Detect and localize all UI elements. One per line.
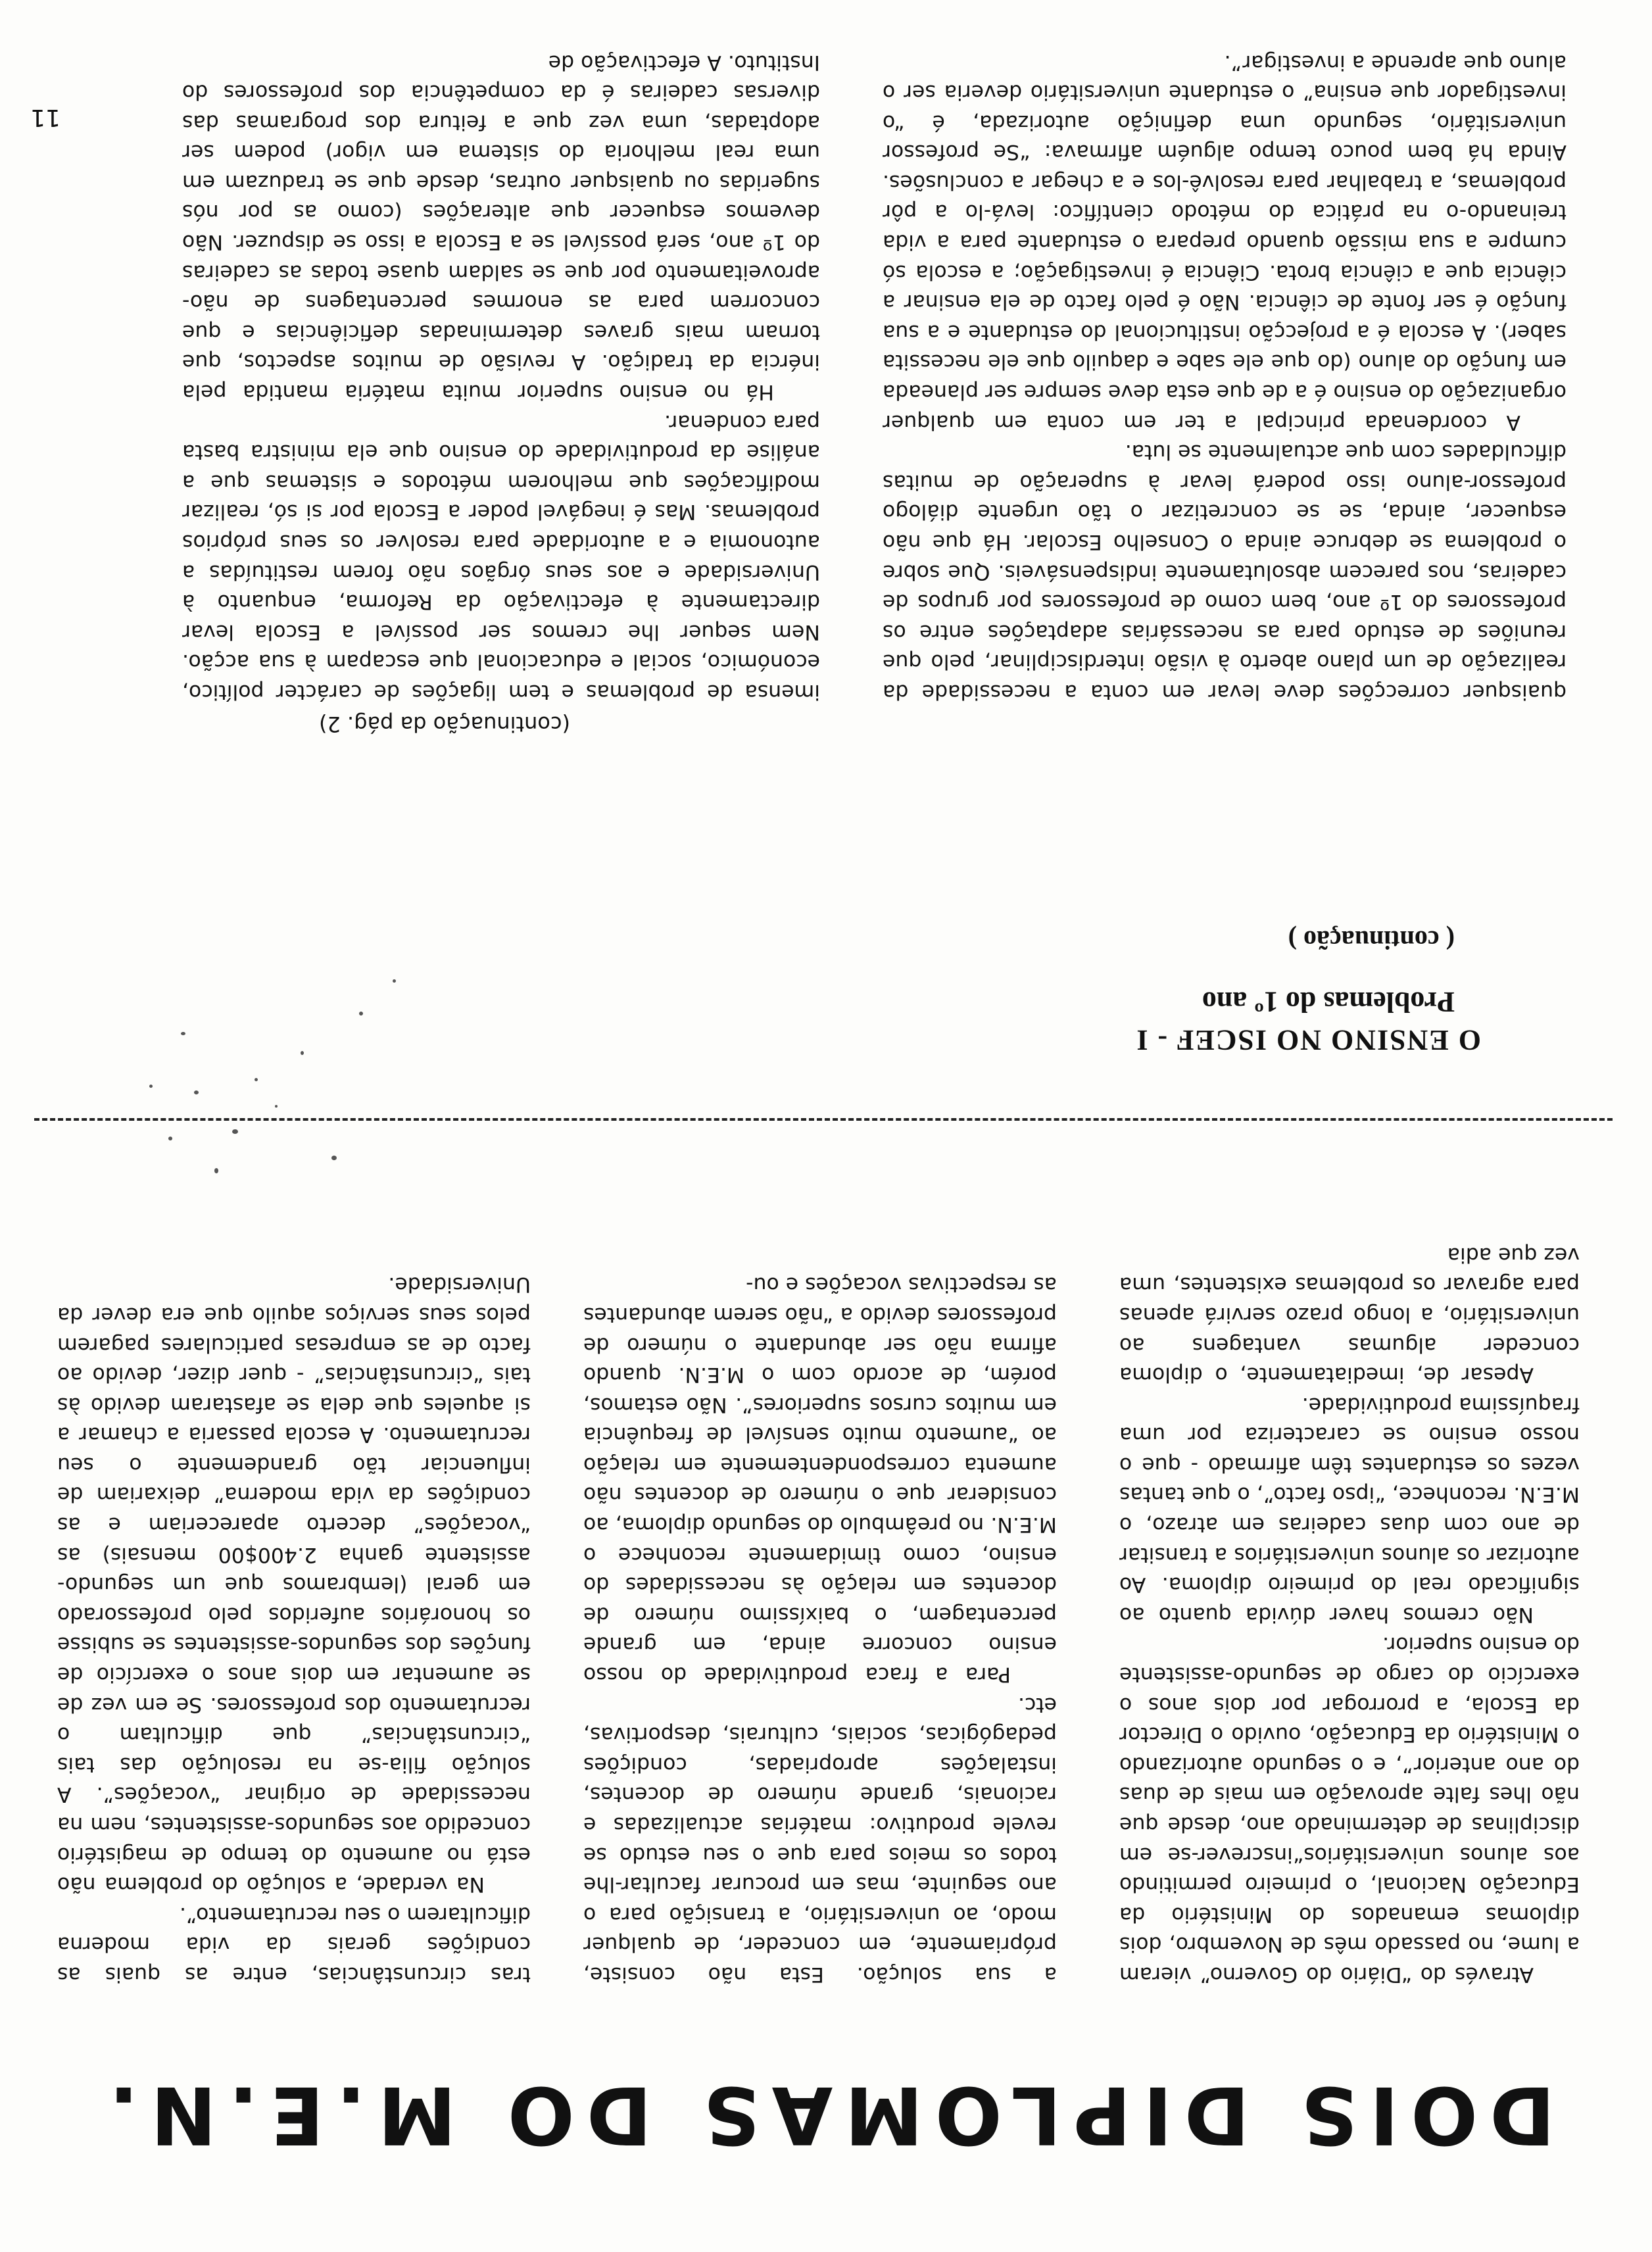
- paragraph: Apesar de, imediatamente, o diploma conceder algumas vantagens ao universitário, a longo prazo servirá apenas para agravar os problemas existentes, uma vez que adia: [1119, 1242, 1580, 1387]
- ink-speck: [168, 1137, 172, 1140]
- ink-speck: [393, 979, 396, 983]
- page-number: 11: [30, 104, 61, 131]
- paragraph: tras circunstâncias, entre as quais as condições gerais da vida moderna dificultarem o seu recrutamento”.: [57, 1902, 531, 1986]
- headline: DOIS DIPLOMAS DO M.E.N.: [97, 2068, 1555, 2160]
- diplomas-column-3: [57, 1269, 531, 1989]
- article-subtitle: Problemas do 1º ano: [1202, 986, 1455, 1018]
- ink-speck: [301, 1051, 304, 1055]
- continuation-label: ( continuação ): [1288, 925, 1455, 955]
- section-divider: [34, 1118, 1613, 1121]
- diplomas-column-1: [1119, 1239, 1580, 1989]
- continued-from-note: (continuação da pág. 2): [318, 712, 570, 737]
- iscef-column-2: [883, 47, 1567, 706]
- paragraph: Há no ensino superior muita matéria mantida pela inércia da tradição. A revisão de muitos aspectos, que tornam mais graves determinadas deficiências e que concorrem para as enormes percentagens de não-aproveitamento por que se saldam quase todas as cadeiras do 1º ano, será possível se a Escola a isso se dispuzer. Não devemos esquecer que alterações (como as por nós sugeridas ou quaisquer outras, desde que se traduzam em uma real melhoria do sistema em vigor) podem ser adoptadas, uma vez que a feitura dos programas das diversas cadeiras é da competência dos professores do Instituto. A efectivação de: [182, 50, 820, 404]
- paragraph: quaisquer correcções deve levar em conta a necessidade da realização de um plano aberto à visão interdisciplinar, pelo que reuniões de estudo para as necessárias adaptações entre os professores do 1º ano, bem como de professores por grupos de cadeiras, nos parecem absolutamente indispensáveis. Que sobre o problema se debruce ainda o Conselho Escolar. Há que não esquecer, ainda, se se concretizar o tão urgente diálogo professor-aluno isso poderá levar à superação de muitas dificuldades com que actualmente se luta.: [883, 440, 1567, 704]
- paragraph: a sua solução. Esta não consiste, própriamente, em conceder, de qualquer modo, ao universitário, a transição para o ano seguinte, mas em procurar facultar-lhe todos os meios para que o seu estudo se revele produtivo: matérias actualizadas e racionais, grande número de docentes, instalações apropriadas, condições pedagógicas, sociais, culturais, desportivas, etc.: [583, 1692, 1057, 1986]
- paragraph: Na verdade, a solução do problema não está no aumento do tempo de magistério concedido aos segundos-assistentes, nem na necessidade de originar “vocações”. A solução filia-se na resolução das tais “circunstâncias” que dificultam o recrutamento dos professores. Se em vez de se aumentar em dois anos o exercício de funções dos segundos-assistentes se subisse os honorários auferidos pelo professorado em geral (lembramos que um segundo-assistente ganha 2.400$00 mensais) as “vocações” decerto apareceriam e as condições da vida moderna” deixariam de influenciar tão grandemente o seu recrutamento. A escola passaria a chamar a si aqueles que dela se afastaram devido às tais “circunstâncias” - quer dizer, devido ao facto de as empresas particulares pagarem pelos seus serviços aquilo que era dever da Universidade.: [57, 1273, 531, 1897]
- ink-speck: [275, 1105, 278, 1108]
- paragraph: imensa de problemas e tem ligações de carácter político, económico, social e educacional que escapam à sua acção. Nem sequer lhe cremos ser possível a Escola levar directamente à efectivação da Reforma, enquanto à Universidade e aos seus órgãos não forem restituídas a autonomia e a autoridade para resolver os seus próprios problemas. Mas é inegável poder a Escola por si só, realizar modificações que melhorem métodos e sistemas que a análise da produtividade do ensino que ela ministra basta para condenar.: [182, 410, 820, 704]
- iscef-column-1: [182, 47, 820, 706]
- ink-speck: [255, 1078, 258, 1081]
- paragraph: A coordenada principal a ter em conta em qualquer organização do ensino é a de que esta deve sempre ser planeada em função do aluno (do que ele sabe e daquilo que ele necessita saber). A escola é a projecção institucional do estudante e a sua função é ser fonte de ciência. Não é pelo facto de ela ensinar a ciência que a ciência brota. Ciência é investigação; a escola só cumpre a sua missão quando prepara o estudante para a vida treinando-o na prática do método científico: levá-lo a pôr problemas, a trabalhar para resolvê-los e a chegar a conclusões. Ainda há bem pouco tempo alguém afirmava: “Se professor universitário, segundo uma definição autorizada, é “o investigador que ensina” o estudante universitário deveria ser o aluno que aprende a investigar”.: [883, 50, 1567, 434]
- ink-speck: [194, 1090, 199, 1094]
- ink-speck: [359, 1012, 363, 1016]
- ink-speck: [181, 1032, 185, 1035]
- iscef-article-header: [955, 920, 1481, 1058]
- ink-speck: [232, 1129, 238, 1134]
- ink-speck: [149, 1085, 153, 1088]
- diplomas-column-2: [583, 1269, 1057, 1989]
- ink-speck: [214, 1168, 218, 1173]
- paragraph: Para a fraca produtividade do nosso ensino concorre ainda, em grande percentagem, o baixíssimo número de docentes em relação às necessidades do ensino, como tìmidamente reconhece o M.E.N. no preâmbulo do segundo diploma, ao considerar que o número de docentes não aumenta correspondentemente em relação ao “aumento muito sensível de frequência em muitos cursos superiores”. Não estamos, porém, de acordo com o M.E.N. quando afirma não ser abundante o número de professores devido a “não serem abundantes as respectivas vocações e ou-: [583, 1273, 1057, 1687]
- paragraph: Através do “Diário do Governo” vieram a lume, no passado mês de Novembro, dois diplomas emanados do Ministério da Educação Nacional, o primeiro permitindo aos alunos universitários“inscrever-se em disciplinas de determinado ano, desde que não lhes falte aprovação em mais de duas do ano anterior”, e o segundo autorizando o Ministério da Educação, ouvido o Director da Escola, a prorrogar por dois anos o exercício do cargo de segundo-assistente do ensino superior.: [1119, 1632, 1580, 1986]
- paragraph: Não cremos haver dúvida quanto ao significado real do primeiro diploma. Ao autorizar os alunos universitários a transitar de ano com duas cadeiras em atrazo, o M.E.N. reconhece, “ipso facto”, o que tantas vezes os estudantes têm afirmado - que o nosso ensino se caracteriza por uma fraquíssima produtividade.: [1119, 1392, 1580, 1627]
- article-title: O ENSINO NO ISCEF - I: [1135, 1024, 1481, 1056]
- ink-speck: [331, 1156, 337, 1160]
